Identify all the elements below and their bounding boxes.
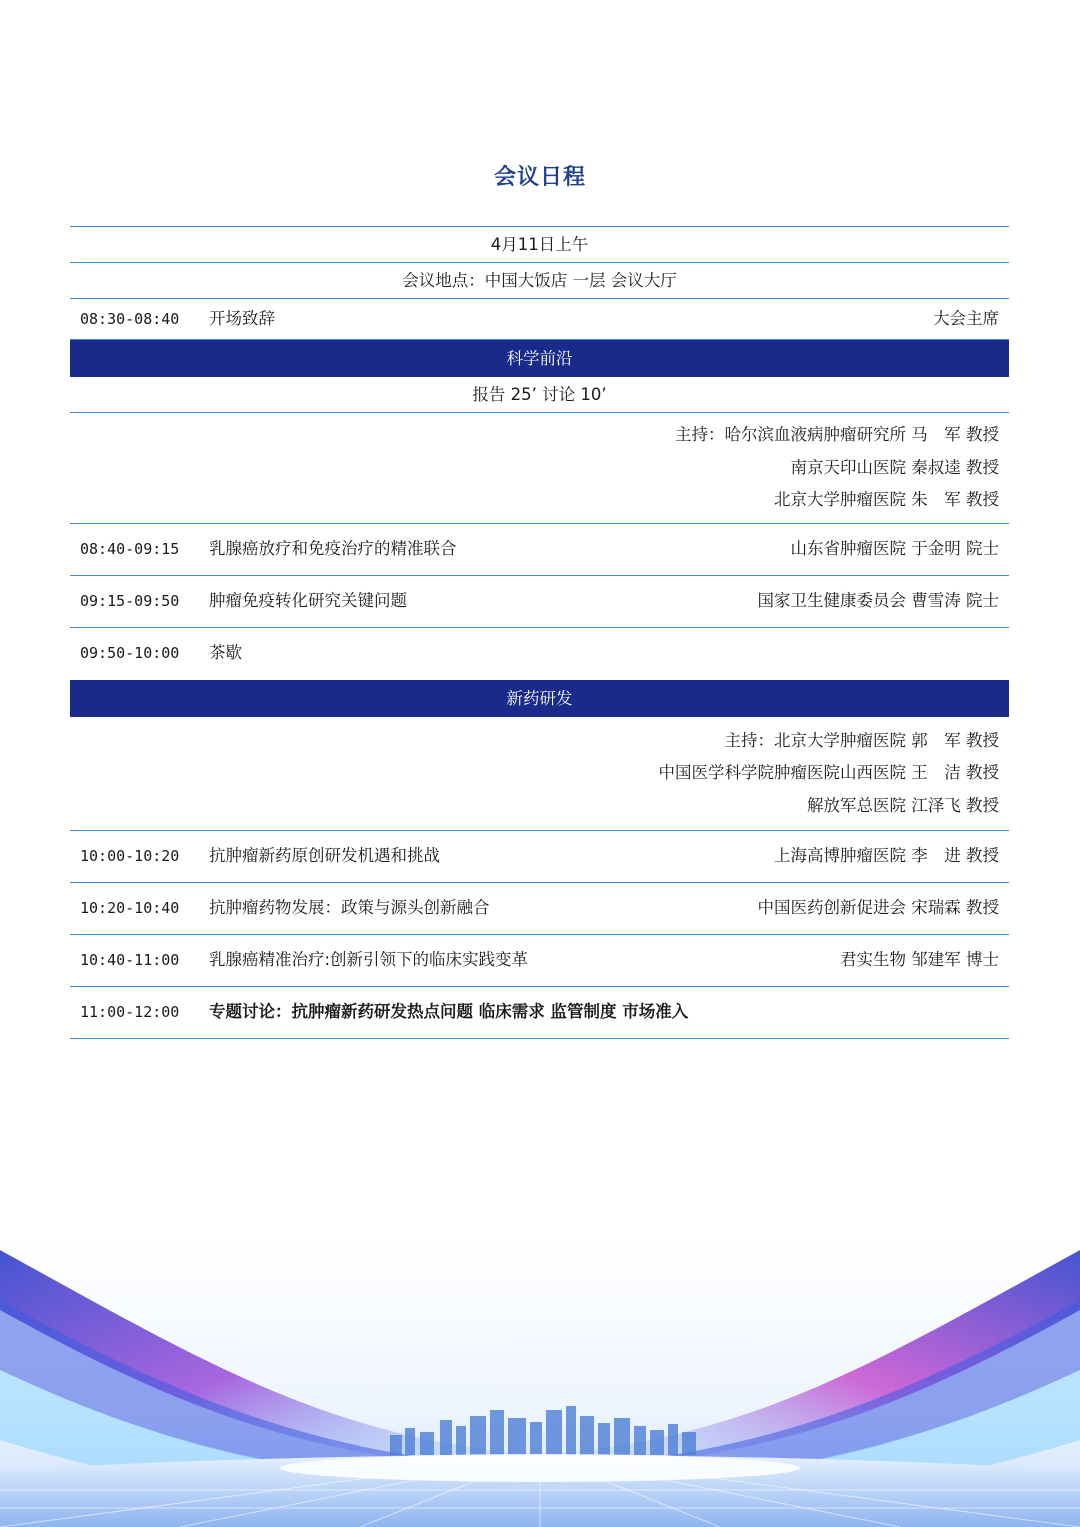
speaker: 大会主席 <box>933 309 999 328</box>
speaker: 山东省肿瘤医院 于金明 院士 <box>790 538 999 558</box>
time-slot: 09:50-10:00 <box>80 643 180 662</box>
host-line: 解放军总医院 江泽飞 教授 <box>807 795 999 815</box>
agenda-row <box>70 831 1009 883</box>
time-slot: 10:20-10:40 <box>80 899 180 917</box>
venue-row: 会议地点：中国大饭店 一层 会议大厅 <box>70 263 1009 299</box>
page-title: 会议日程 <box>493 165 586 190</box>
agenda-row <box>70 935 1009 987</box>
session-header-2: 新药研发 <box>70 680 1009 717</box>
host-line: 主持：北京大学肿瘤医院 郭 军 教授 <box>724 730 999 750</box>
host-line: 北京大学肿瘤医院 朱 军 教授 <box>774 490 999 509</box>
speaker: 君实生物 邹建军 博士 <box>840 950 999 969</box>
topic: 乳腺癌放疗和免疫治疗的精准联合 <box>209 538 457 558</box>
agenda-row <box>70 524 1009 576</box>
agenda-row <box>70 987 1009 1039</box>
topic: 乳腺癌精准治疗:创新引领下的临床实践变革 <box>209 950 529 969</box>
time-slot: 09:15-09:50 <box>80 591 180 610</box>
speaker: 上海高博肿瘤医院 李 进 教授 <box>774 846 999 865</box>
decorative-footer-graphic <box>0 1240 1080 1527</box>
host-line: 南京天印山医院 秦叔逵 教授 <box>790 457 999 477</box>
agenda-table <box>70 226 1009 1039</box>
topic: 开场致辞 <box>209 309 275 328</box>
session-hosts-2 <box>70 717 1009 832</box>
day-row: 4月11日上午 <box>70 227 1009 263</box>
session-format: 报告 25’ 讨论 10’ <box>70 377 1009 413</box>
session-hosts-1 <box>70 413 1009 524</box>
topic: 专题讨论：抗肿瘤新药研发热点问题 临床需求 监管制度 市场准入 <box>209 1002 689 1021</box>
topic: 肿瘤免疫转化研究关键问题 <box>209 590 407 610</box>
session-header-1: 科学前沿 <box>70 340 1009 377</box>
time-slot: 10:40-11:00 <box>80 951 180 969</box>
opening-row <box>70 299 1009 340</box>
time-slot: 11:00-12:00 <box>80 1003 180 1021</box>
agenda-row <box>70 576 1009 628</box>
topic: 茶歇 <box>209 642 242 662</box>
agenda-row-break <box>70 628 1009 680</box>
speaker: 中国医药创新促进会 宋瑞霖 教授 <box>757 898 999 917</box>
speaker: 国家卫生健康委员会 曹雪涛 院士 <box>757 590 999 610</box>
topic: 抗肿瘤新药原创研发机遇和挑战 <box>209 846 440 865</box>
agenda-row <box>70 883 1009 935</box>
host-line: 中国医学科学院肿瘤医院山西医院 王 洁 教授 <box>658 763 999 782</box>
time-slot: 08:40-09:15 <box>80 539 180 558</box>
time-slot: 08:30-08:40 <box>80 310 180 328</box>
time-slot: 10:00-10:20 <box>80 847 180 865</box>
host-line: 主持：哈尔滨血液病肿瘤研究所 马 军 教授 <box>675 425 999 444</box>
topic: 抗肿瘤药物发展：政策与源头创新融合 <box>209 898 490 917</box>
